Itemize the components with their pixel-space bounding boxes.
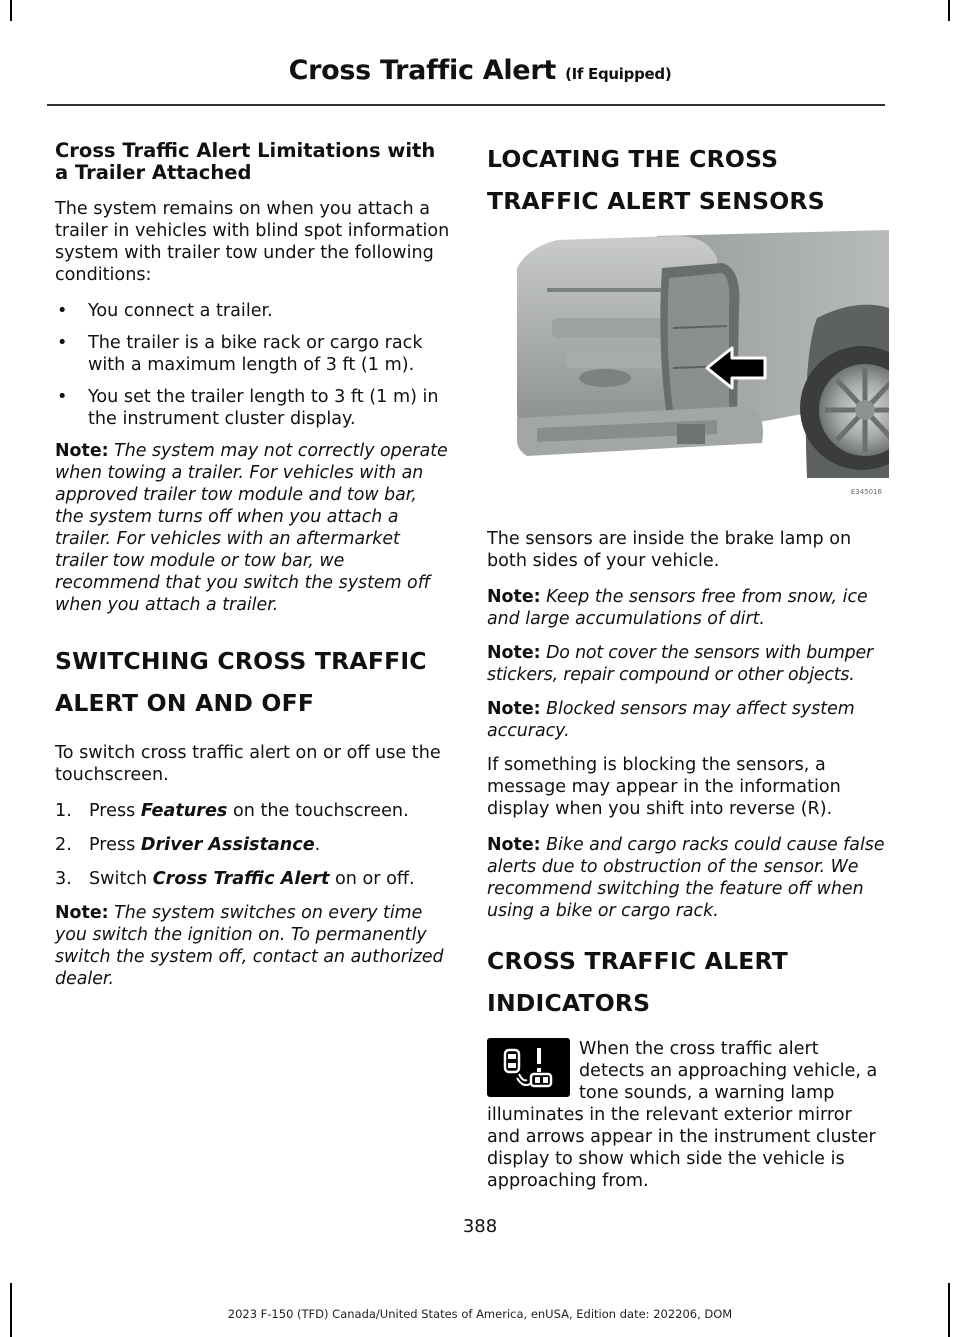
indicators-heading: CROSS TRAFFIC ALERT INDICATORS [487,947,788,1017]
switching-steps [55,800,450,890]
list-item: • The trailer is a bike rack or cargo rack with a maximum length of 3 ft (1 m). [57,333,423,375]
note-stickers: Note: Do not cover the sensors with bumper stickers, repair compound or other objects. [487,643,873,685]
list-item: • You set the trailer length to 3 ft (1 m) in the instrument cluster display. [57,387,439,429]
indicators-text: When the cross traffic alert detects an approaching vehicle, a tone sounds, a warning lamp illuminates in the relevant exterior mirror and arrows appear in the instrument cluster display to show which side the vehicle is approaching from. [487,1039,878,1191]
features-menu-label: Features [140,801,228,821]
header-title-text: Cross Traffic Alert [288,55,556,86]
header-subtitle: (If Equipped) [565,65,672,83]
switching-intro: To switch cross traffic alert on or off use the touchscreen. [55,743,441,785]
step-item: 2. Press Driver Assistance. [55,835,321,855]
header-divider [47,104,885,106]
conditions-list [55,300,450,430]
bullet-mark: • [57,333,68,353]
left-column [55,140,450,1002]
limits-heading: Cross Traffic Alert Limitations with a Trailer Attached [55,139,436,184]
note-ignition: Note: The system switches on every time you switch the ignition on. To permanently switch the system off, contact an authorized dealer. [55,903,444,989]
step-item: 1. Press Features on the touchscreen. [55,801,409,821]
note-bike-rack: Note: Bike and cargo racks could cause false alerts due to obstruction of the sensor. We recommend switching the feature off when using a bike or cargo rack. [487,835,885,921]
footer-edition: 2023 F-150 (TFD) Canada/United States of America, enUSA, Edition date: 202206, DOM [227,1307,733,1321]
page-number: 388 [462,1216,498,1237]
note-blocked: Note: Blocked sensors may affect system accuracy. [487,699,855,741]
blocking-message-text: If something is blocking the sensors, a message may appear in the information display when you shift into reverse (R). [487,755,841,819]
crop-mark-tl-v [10,0,12,21]
indicator-section [487,1038,885,1192]
crop-mark-tr-v [948,0,950,21]
limits-intro: The system remains on when you attach a trailer in vehicles with blind spot information system with trailer tow under the following conditions: [55,199,450,285]
truck-rear-sensor-illustration [517,228,889,498]
note-towing: Note: The system may not correctly operate when towing a trailer. For vehicles with an approved trailer tow module and tow bar, the system turns off when you attach a trailer. For vehicles with an aftermarket trailer tow module or tow bar, we recommend that you switch the system off when you attach a trailer. [55,441,448,615]
switching-heading: SWITCHING CROSS TRAFFIC ALERT ON AND OFF [55,647,427,717]
bullet-mark: • [57,387,68,407]
right-column [487,140,885,1206]
cross-traffic-alert-warning-icon [487,1038,570,1097]
list-item: • You connect a trailer. [57,301,273,321]
locating-heading: LOCATING THE CROSS TRAFFIC ALERT SENSORS [487,145,825,215]
driver-assistance-menu-label: Driver Assistance [140,835,315,855]
step-item: 3. Switch Cross Traffic Alert on or off. [55,869,415,889]
cross-traffic-alert-setting-label: Cross Traffic Alert [152,869,330,889]
page-header-title [0,55,960,86]
sensors-location-text: The sensors are inside the brake lamp on both sides of your vehicle. [487,529,852,571]
bullet-mark: • [57,301,68,321]
figure-code: E345016 [850,488,882,496]
note-snow: Note: Keep the sensors free from snow, ice and large accumulations of dirt. [487,587,868,629]
